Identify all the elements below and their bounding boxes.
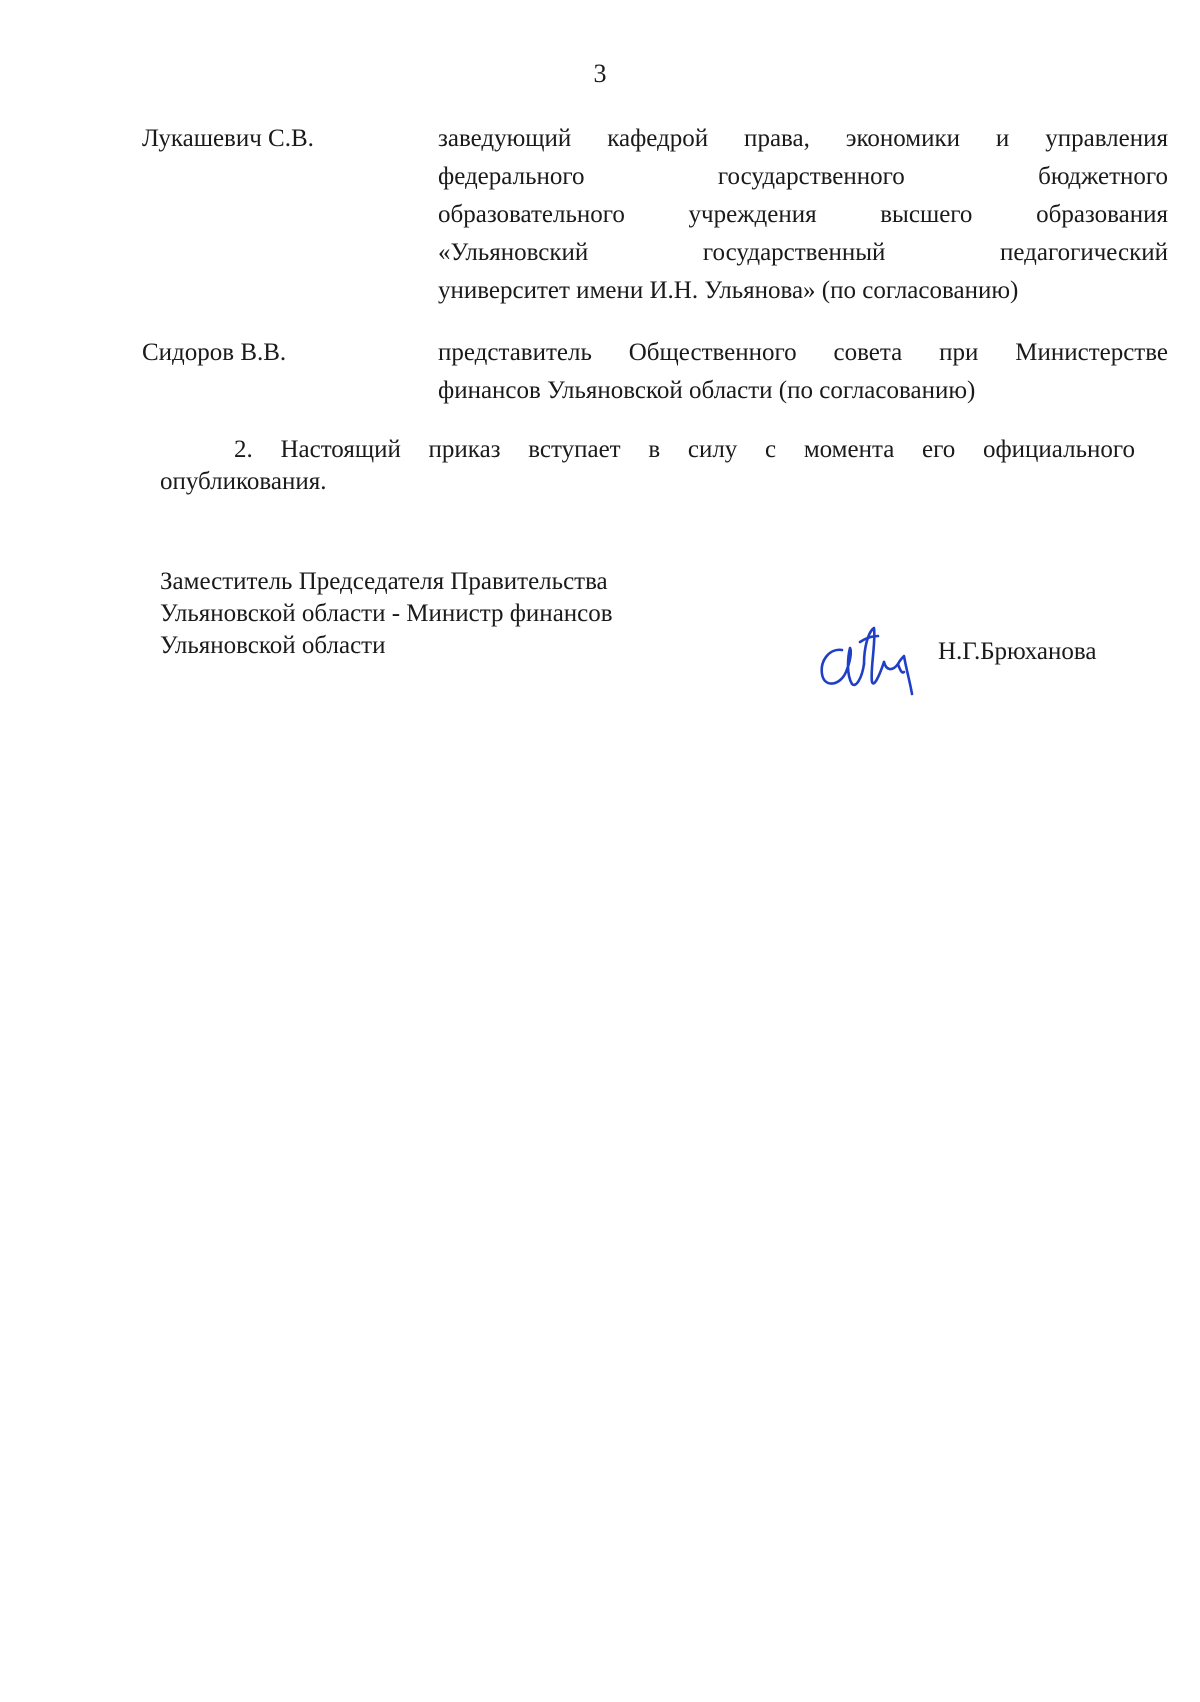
role-line: университет имени И.Н. Ульянова» (по согласованию) xyxy=(438,277,1019,304)
signer-position-line: Ульяновской области xyxy=(160,632,386,659)
role-line: финансов Ульяновской области (по согласованию) xyxy=(438,377,976,404)
signer-position-line: Ульяновской области - Министр финансов xyxy=(160,600,613,627)
signature-strokes xyxy=(822,628,912,694)
clause-line: опубликования. xyxy=(160,468,327,495)
member-name: Лукашевич С.В. xyxy=(142,125,314,152)
role-line: образовательного учреждения высшего образования xyxy=(438,201,1168,228)
page-number: 3 xyxy=(593,59,607,88)
member-role xyxy=(438,120,1168,310)
role-line: федерального государственного бюджетного xyxy=(438,163,1168,190)
role-line: заведующий кафедрой права, экономики и управления xyxy=(438,125,1168,152)
signer-position-line: Заместитель Председателя Правительства xyxy=(160,568,608,595)
signer-name: Н.Г.Брюханова xyxy=(938,638,1097,665)
clause-paragraph xyxy=(160,434,1135,498)
role-line: «Ульяновский государственный педагогический xyxy=(438,239,1168,266)
signer-position xyxy=(160,566,613,662)
handwritten-signature xyxy=(812,612,922,696)
role-line: представитель Общественного совета при Министерстве xyxy=(438,339,1168,366)
clause-line: 2. Настоящий приказ вступает в силу с момента его официального xyxy=(234,436,1135,463)
member-role xyxy=(438,334,1168,410)
member-name: Сидоров В.В. xyxy=(142,339,287,366)
